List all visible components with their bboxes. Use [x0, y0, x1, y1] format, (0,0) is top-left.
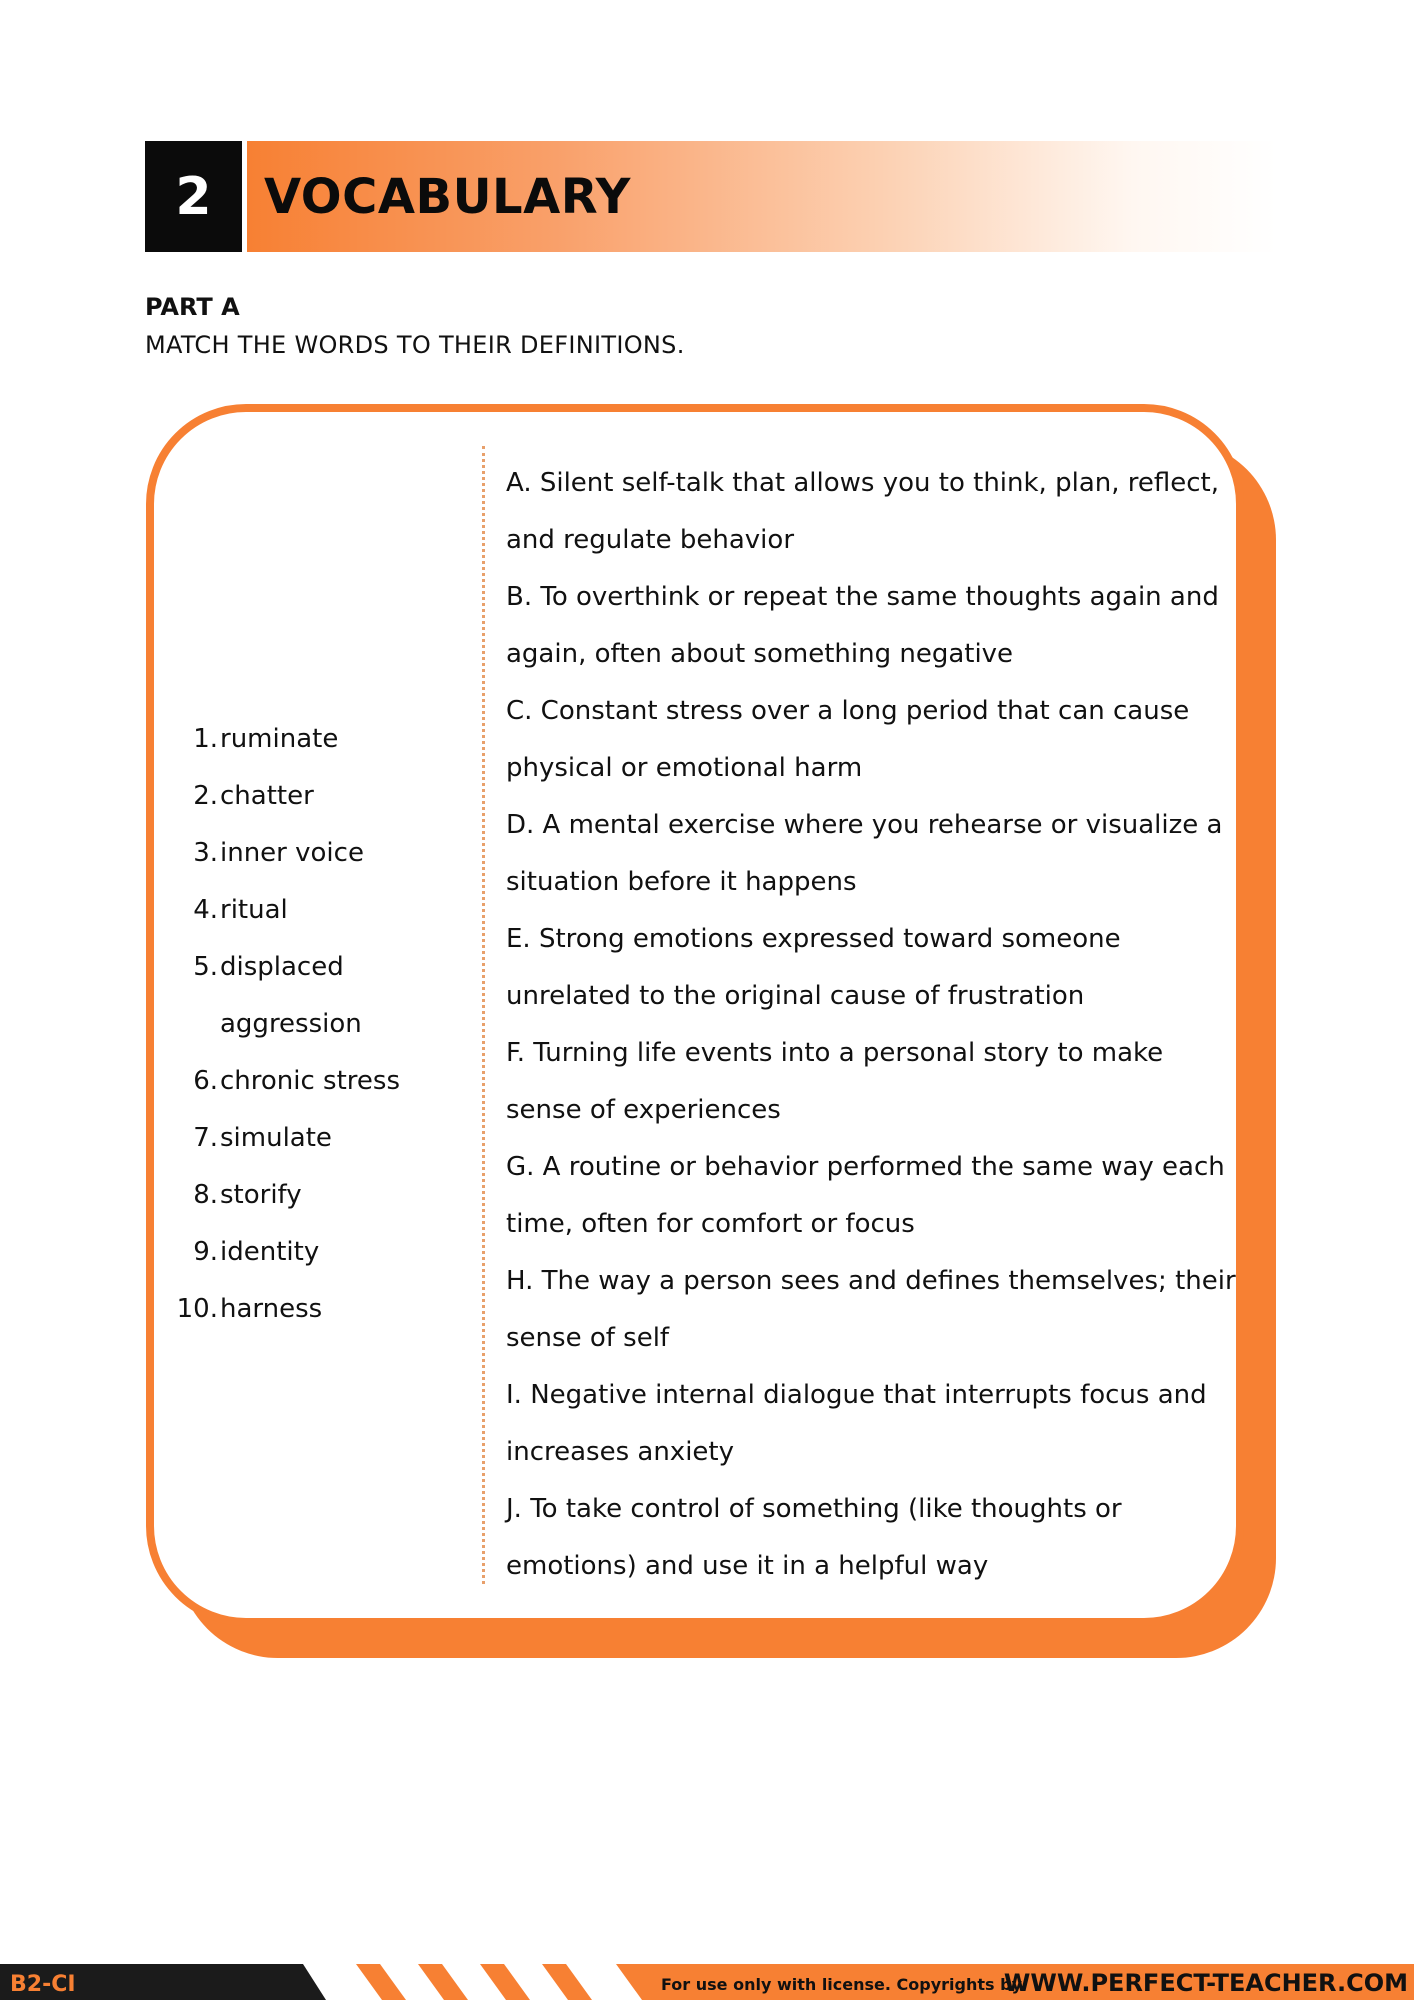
definition-item: B. To overthink or repeat the same thoughts again and again, often about something negative	[506, 582, 1219, 669]
list-item	[160, 1110, 460, 1167]
definition-item: E. Strong emotions expressed toward someone unrelated to the original cause of frustration	[506, 924, 1121, 1011]
definition-item: I. Negative internal dialogue that interrupts focus and increases anxiety	[506, 1380, 1207, 1467]
definition-item: J. To take control of something (like thoughts or emotions) and use it in a helpful way	[506, 1494, 1122, 1581]
list-item	[160, 882, 460, 939]
item-number: 5.	[193, 952, 218, 982]
footer-stripe	[356, 1964, 406, 2000]
definition-item: G. A routine or behavior performed the same way each time, often for comfort or focus	[506, 1152, 1225, 1239]
definition-list	[506, 455, 1236, 1595]
item-number: 6.	[193, 1066, 218, 1096]
section-number: 2	[145, 141, 242, 252]
footer-stripe	[480, 1964, 530, 2000]
vocab-word: simulate	[220, 1123, 332, 1153]
vocab-word: chatter	[220, 781, 314, 811]
word-list	[160, 711, 460, 1338]
definition-item: F. Turning life events into a personal story to make sense of experiences	[506, 1038, 1164, 1125]
instruction-text: MATCH THE WORDS TO THEIR DEFINITIONS.	[145, 331, 685, 359]
vocab-word: ruminate	[220, 724, 339, 754]
footer-bar	[0, 1964, 1414, 2000]
list-item	[160, 1053, 460, 1110]
website-link[interactable]: WWW.PERFECT-TEACHER.COM	[1003, 1969, 1408, 1997]
vocab-word: harness	[220, 1294, 323, 1324]
vocab-word: displaced aggression	[220, 952, 362, 1039]
section-title: VOCABULARY	[264, 168, 631, 225]
item-number: 4.	[193, 895, 218, 925]
part-label: PART A	[145, 293, 240, 321]
definition-item: C. Constant stress over a long period that can cause physical or emotional harm	[506, 696, 1190, 783]
list-item	[160, 768, 460, 825]
list-item	[160, 1224, 460, 1281]
list-item	[160, 711, 460, 768]
list-item	[160, 939, 460, 1053]
item-number: 3.	[193, 838, 218, 868]
column-divider	[482, 446, 485, 1584]
footer-stripe	[542, 1964, 592, 2000]
item-number: 7.	[193, 1123, 218, 1153]
license-text: For use only with license. Copyrights by	[661, 1975, 1022, 1994]
footer-stripe	[418, 1964, 468, 2000]
vocab-word: storify	[220, 1180, 302, 1210]
item-number: 10.	[176, 1294, 218, 1324]
list-item	[160, 1167, 460, 1224]
definition-item: D. A mental exercise where you rehearse or visualize a situation before it happens	[506, 810, 1223, 897]
item-number: 1.	[193, 724, 218, 754]
vocab-word: inner voice	[220, 838, 364, 868]
item-number: 2.	[193, 781, 218, 811]
definition-item: A. Silent self-talk that allows you to think, plan, reflect, and regulate behavior	[506, 468, 1219, 555]
level-badge: B2-CI	[10, 1972, 76, 1997]
item-number: 9.	[193, 1237, 218, 1267]
vocab-word: chronic stress	[220, 1066, 401, 1096]
definition-item: H. The way a person sees and defines themselves; their sense of self	[506, 1266, 1236, 1353]
list-item	[160, 1281, 460, 1338]
vocab-word: identity	[220, 1237, 320, 1267]
vocab-word: ritual	[220, 895, 288, 925]
item-number: 8.	[193, 1180, 218, 1210]
list-item	[160, 825, 460, 882]
